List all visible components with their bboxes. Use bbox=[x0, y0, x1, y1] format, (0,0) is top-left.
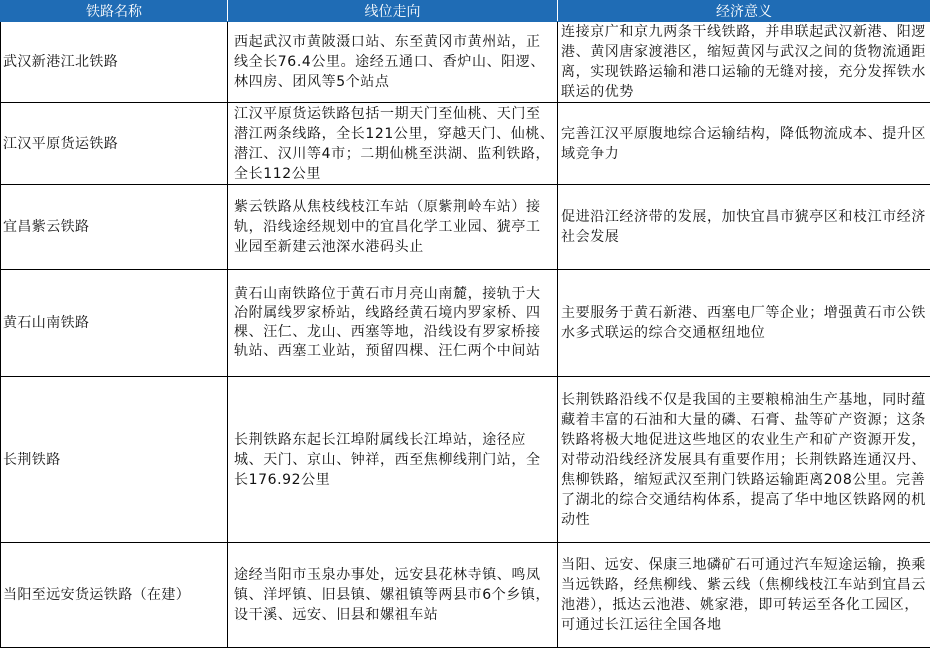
table-row bbox=[1, 270, 930, 377]
header-row bbox=[1, 1, 930, 22]
significance-cell: 当阳、远安、保康三地磷矿石可通过汽车短途运输，换乘当远铁路，经焦柳线、紫云线（焦柳线枝江车站到宜昌云池港），抵达云池港、姚家港，即可转运至各化工园区，可通过长江运往全国各地 bbox=[558, 543, 930, 648]
header-railway-name: 铁路名称 bbox=[1, 1, 228, 22]
railway-name-cell: 武汉新港江北铁路 bbox=[1, 22, 228, 103]
railway-name-cell: 宜昌紫云铁路 bbox=[1, 185, 228, 270]
route-cell: 途经当阳市玉泉办事处，远安县花林寺镇、鸣凤镇、洋坪镇、旧县镇、嫘祖镇等两县市6个乡镇，设干溪、远安、旧县和嫘祖车站 bbox=[228, 543, 558, 648]
table-row bbox=[1, 103, 930, 185]
table-row bbox=[1, 377, 930, 543]
header-economic-significance: 经济意义 bbox=[558, 1, 930, 22]
significance-cell: 主要服务于黄石新港、西塞电厂等企业；增强黄石市公铁水多式联运的综合交通枢纽地位 bbox=[558, 270, 930, 377]
route-cell: 黄石山南铁路位于黄石市月亮山南麓，接轨于大冶附属线罗家桥站，线路经黄石境内罗家桥、四棵、汪仁、龙山、西塞等地，沿线设有罗家桥接轨站、西塞工业站，预留四棵、汪仁两个中间站 bbox=[228, 270, 558, 377]
table-row bbox=[1, 22, 930, 103]
railway-name-cell: 江汉平原货运铁路 bbox=[1, 103, 228, 185]
significance-cell: 完善江汉平原腹地综合运输结构，降低物流成本、提升区域竞争力 bbox=[558, 103, 930, 185]
significance-cell: 长荆铁路沿线不仅是我国的主要粮棉油生产基地，同时蕴藏着丰富的石油和大量的磷、石膏、盐等矿产资源；这条铁路将极大地促进这些地区的农业生产和矿产资源开发，对带动沿线经济发展具有重要作用；长荆铁路连通汉丹、焦柳铁路，缩短武汉至荆门铁路运输距离208公里。完善了湖北的综合交通结构体系，提高了华中地区铁路网的机动性 bbox=[558, 377, 930, 543]
table-row bbox=[1, 543, 930, 648]
route-cell: 江汉平原货运铁路包括一期天门至仙桃、天门至潜江两条线路，全长121公里，穿越天门、仙桃、潜江、汉川等4市；二期仙桃至洪湖、监利铁路，全长112公里 bbox=[228, 103, 558, 185]
railway-name-cell: 长荆铁路 bbox=[1, 377, 228, 543]
railway-name-cell: 当阳至远安货运铁路（在建） bbox=[1, 543, 228, 648]
route-cell: 西起武汉市黄陂滠口站、东至黄冈市黄州站，正线全长76.4公里。途经五通口、香炉山、阳逻、林四房、团风等5个站点 bbox=[228, 22, 558, 103]
significance-cell: 连接京广和京九两条干线铁路，并串联起武汉新港、阳逻港、黄冈唐家渡港区，缩短黄冈与武汉之间的货物流通距离，实现铁路运输和港口运输的无缝对接，充分发挥铁水联运的优势 bbox=[558, 22, 930, 103]
significance-cell: 促进沿江经济带的发展，加快宜昌市猇亭区和枝江市经济社会发展 bbox=[558, 185, 930, 270]
route-cell: 紫云铁路从焦枝线枝江车站（原紫荆岭车站）接轨，沿线途经规划中的宜昌化学工业园、猇亭工业园至新建云池深水港码头止 bbox=[228, 185, 558, 270]
route-cell: 长荆铁路东起长江埠附属线长江埠站，途径应城、天门、京山、钟祥，西至焦柳线荆门站，全长176.92公里 bbox=[228, 377, 558, 543]
header-route: 线位走向 bbox=[228, 1, 558, 22]
table-row bbox=[1, 185, 930, 270]
railway-name-cell: 黄石山南铁路 bbox=[1, 270, 228, 377]
